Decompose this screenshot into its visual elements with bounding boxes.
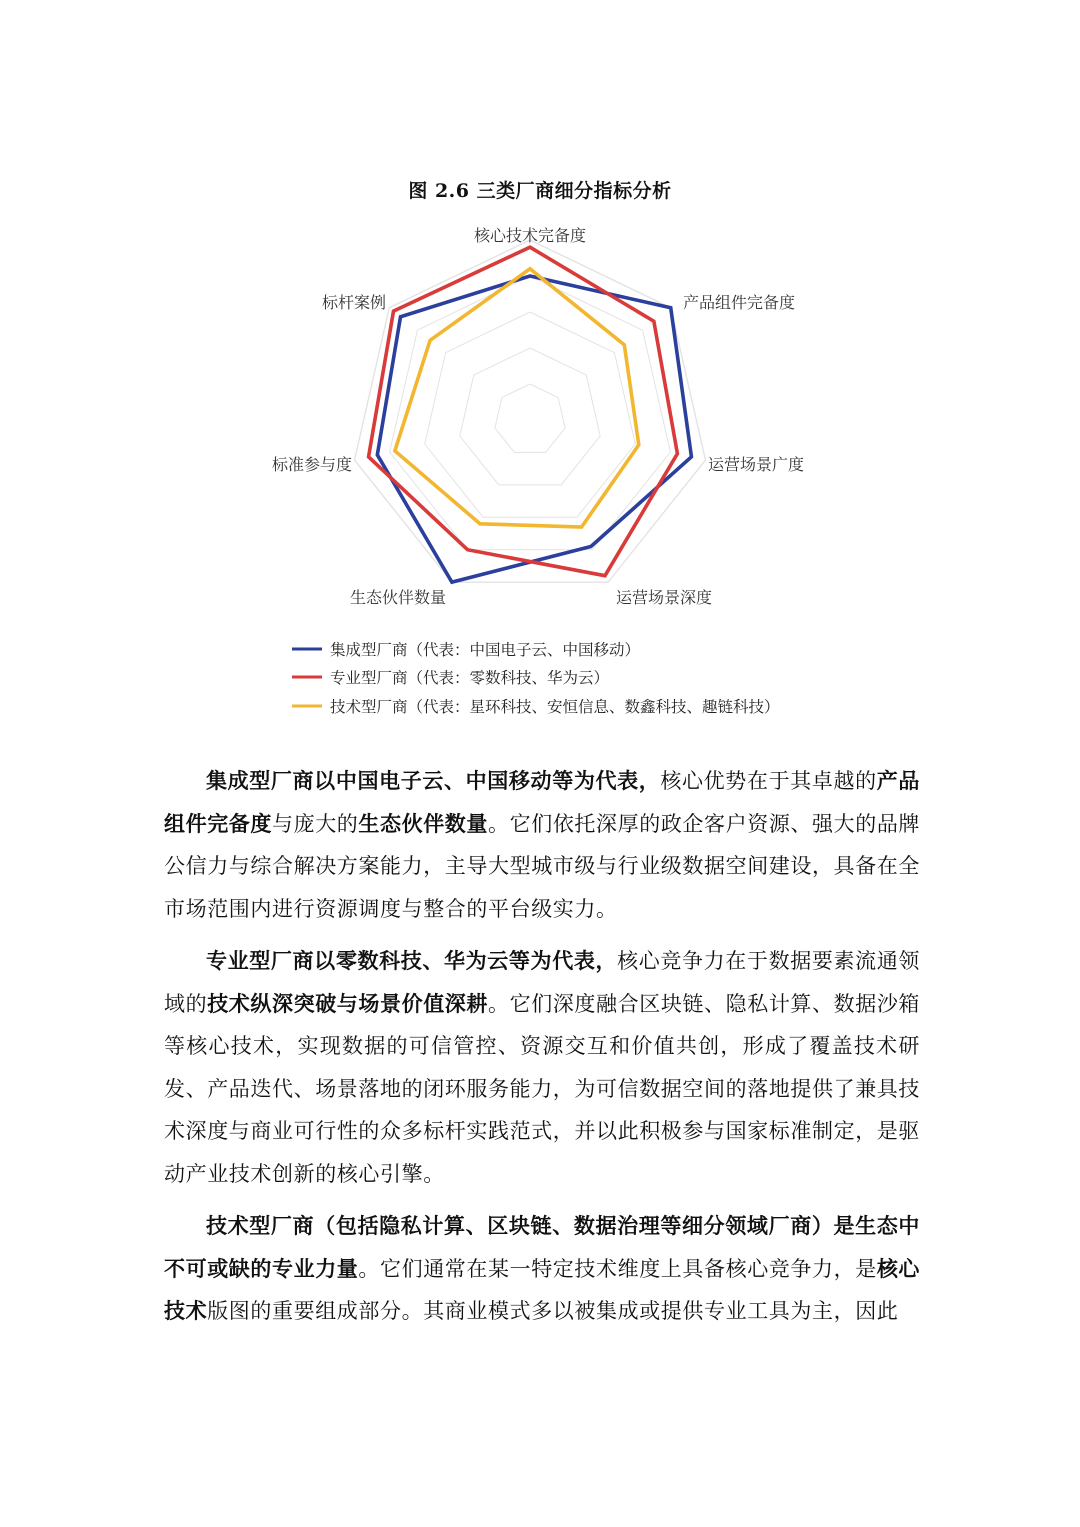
text-segment: 核心技术 (164, 1255, 921, 1323)
legend-label-technical: 技术型厂商（代表：星环科技、安恒信息、数鑫科技、趣链科技） (330, 698, 780, 716)
text-segment: 核心优势在于其卓越的 (660, 769, 877, 793)
paragraph-technical-vendors (164, 1205, 920, 1333)
axis-label-operation-depth: 运营场景深度 (616, 588, 713, 607)
axis-label-ecosystem-partners: 生态伙伴数量 (349, 588, 446, 607)
text-segment: 。它们深度融合区块链、隐私计算、数据沙箱等核心技术，实现数据的可信管控、资源交互和价值共创，形成了覆盖技术研发、产品迭代、场景落地的闭环服务能力，为可信数据空间的落地提供了兼具技术深度与商业可行性的众多标杆实践范式，并以此积极参与国家标准制定，是驱动产业技术创新的核心引擎。 (164, 991, 921, 1186)
axis-label-core-tech: 核心技术完备度 (473, 226, 587, 245)
radar-chart (180, 215, 900, 725)
legend-label-professional: 专业型厂商（代表：零数科技、华为云） (330, 669, 610, 687)
figure-title: 图 2.6 三类厂商细分指标分析 (408, 180, 672, 202)
text-segment: 。它们依托深厚的政企客户资源、强大的品牌公信力与综合解决方案能力，主导大型城市级与行业级数据空间建设，具备在全市场范围内进行资源调度与整合的平台级实力。 (164, 811, 921, 921)
body-text (164, 760, 920, 1333)
text-segment: 与庞大的 (272, 811, 359, 836)
text-segment: 核心竞争力在于数据要素流通领域的 (164, 949, 920, 1016)
text-segment: 技术纵深突破与场景价值深耕 (207, 990, 489, 1016)
radar-series (369, 247, 692, 582)
radar-grid-ring (460, 348, 600, 485)
text-segment: 集成型厂商以中国电子云、中国移动等为代表， (206, 768, 661, 793)
axis-label-standard-participation: 标准参与度 (271, 455, 352, 474)
text-segment: 技术型厂商（包括隐私计算、区块链、数据治理等细分领域厂商）是生态中不可或缺的专业力量 (164, 1213, 920, 1281)
paragraph-integrated-vendors (164, 760, 920, 930)
chart-legend (292, 640, 780, 716)
text-segment: 产品组件完备度 (164, 768, 921, 836)
paragraph-professional-vendors (164, 940, 920, 1195)
radar-grid-ring (495, 384, 565, 452)
text-segment: 版图的重要组成部分。其商业模式多以被集成或提供专业工具为主，因此 (207, 1299, 899, 1323)
axis-label-operation-breadth: 运营场景广度 (708, 455, 805, 474)
radar-grid-ring (425, 312, 636, 517)
axis-label-benchmark-cases: 标杆案例 (321, 293, 386, 312)
text-segment: 。它们通常在某一特定技术维度上具备核心竞争力，是 (358, 1256, 877, 1281)
legend-label-integrated: 集成型厂商（代表：中国电子云、中国移动） (330, 641, 641, 659)
axis-label-product-components: 产品组件完备度 (683, 293, 796, 312)
text-segment: 专业型厂商以零数科技、华为云等为代表， (206, 948, 618, 973)
text-segment: 生态伙伴数量 (358, 810, 489, 836)
